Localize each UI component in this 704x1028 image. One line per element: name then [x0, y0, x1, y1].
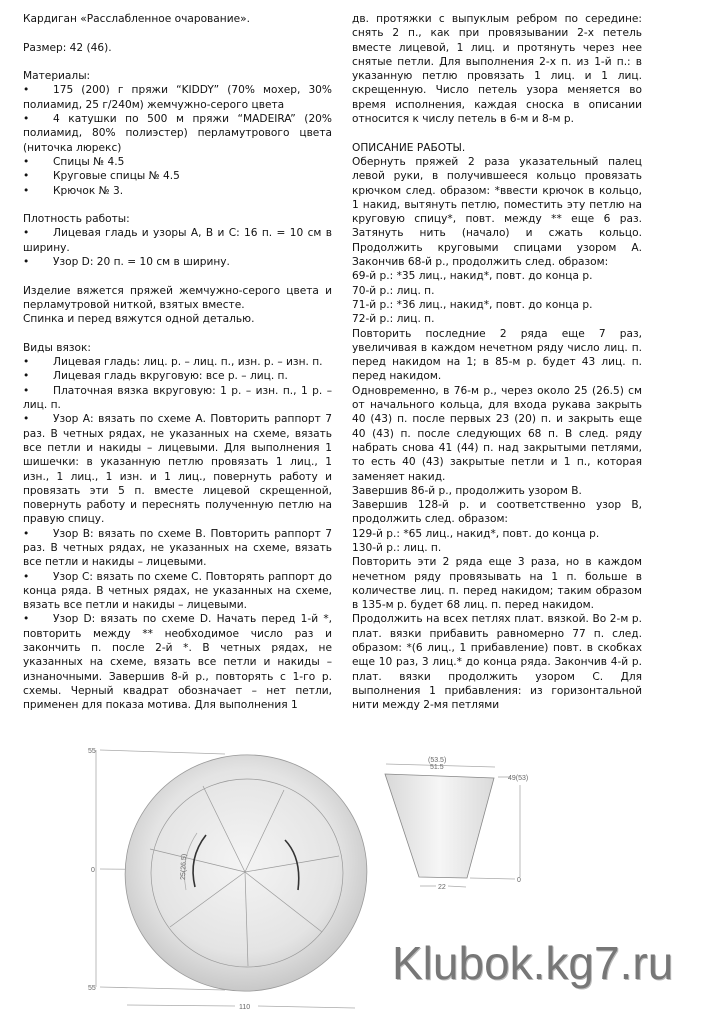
materials-item: • Спицы № 4.5 — [23, 155, 125, 168]
bullet-icon: • — [23, 170, 30, 183]
work-paragraph: Продолжить на всех петлях плат. вязкой. Во 2-м р. плат. вязки прибавить равномерно 77 п. след. образом: *(6 лиц., 1 прибавление) повт. в скобках еще 10 раз, 3 лиц.* до конца ряда. Закончив 4-й р. плат. вязки продолжить узором С. Для выполнения 1 прибавления: из горизонтальной нити между 2-мя петлями — [352, 613, 642, 712]
sleeve-bottom-width: 22 — [438, 884, 446, 891]
stitches-heading: Виды вязок: — [23, 341, 91, 354]
work-paragraph: Завершив 128-й р. и соответственно узор В, продолжить след. образом: — [352, 499, 642, 526]
right-column — [352, 12, 642, 713]
stitch-item: • Узор В: вязать по схеме В. Повторить раппорт 7 раз. В четных рядах, не указанных на схеме, вязать все петли и накиды – лицевыми. — [23, 527, 332, 569]
materials-item: • Крючок № 3. — [23, 184, 124, 197]
materials-item: • 4 катушки по 500 м пряжи “MADEIRA” (20% полиамид, 80% полиэстер) перламутрового цвета (ниточка люрекс) — [23, 113, 332, 154]
row-instruction: 69-й р.: *35 лиц., накид*, повт. до конца р. — [352, 270, 593, 283]
work-paragraph: Обернуть пряжей 2 раза указательный палец левой руки, в получившееся кольцо провязать крючком след. образом: *ввести крючок в кольцо, 1 накид, вытянуть петлю, поместить эту петлю на круговую спицу*, повт. между ** еще 6 раз. Затянуть нить (начало) и сжать кольцо. Продолжить круговыми спицами узором А. Закончив 68-й р., продолжить след. образом: — [352, 155, 642, 269]
circle-bottom-label: 55 — [88, 985, 96, 992]
bullet-icon: • — [23, 184, 30, 197]
size-line: Размер: 42 (46). — [23, 41, 112, 54]
sleeve-height-label: 49(53) — [508, 775, 529, 782]
circle-width-label: 110 — [239, 1004, 251, 1011]
sleeve-top-width: 51.5 — [430, 764, 444, 771]
stitch-item: • Лицевая гладь: лиц. р. – лиц. п., изн. р. – изн. п. — [23, 356, 323, 369]
gauge-heading: Плотность работы: — [23, 213, 130, 226]
bullet-icon: • — [23, 227, 30, 240]
work-paragraph: Повторить эти 2 ряда еще 3 раза, но в каждом нечетном ряду провязывать на 1 п. больше в количестве лиц. п. перед накидом; таким образом в 135-м р. будет 68 лиц. п. перед накидом. — [352, 556, 642, 612]
stitch-item: • Узор А: вязать по схеме А. Повторить раппорт 7 раз. В четных рядах, не указанных на схеме, вязать все петли и накиды – лицевыми. Для выполнения 1 шишечки: в указанную петлю провязать 1 лиц., 1 изн., 1 лиц., 1 изн. и 1 лиц., повернуть работу и провязать эти 5 п. вместе лицевой скрещенной, повернуть работу и переснять полученную петлю на правую спицу. — [23, 413, 332, 526]
stitch-item: • Лицевая гладь вкруговую: все р. – лиц. п. — [23, 370, 288, 383]
bullet-icon: • — [23, 570, 30, 583]
pattern-title: Кардиган «Расслабленное очарование». — [23, 13, 250, 25]
row-instruction: 71-й р.: *36 лиц., накид*, повт. до конца р. — [352, 298, 593, 311]
materials-item: • Круговые спицы № 4.5 — [23, 170, 180, 183]
sleeve-diagram — [385, 757, 528, 891]
site-watermark: Klubok.kg7.ru — [392, 937, 674, 989]
gauge-item: • Лицевая гладь и узоры А, В и С: 16 п. = 10 см в ширину. — [23, 227, 332, 254]
note-paragraph: Спинка и перед вяжутся одной деталью. — [23, 313, 255, 326]
sleeve-top-width-alt: (53.5) — [428, 757, 447, 764]
body-circle-diagram — [88, 740, 389, 1014]
row-instruction: 70-й р.: лиц. п. — [352, 284, 435, 297]
bullet-icon: • — [23, 413, 30, 426]
bullet-icon: • — [23, 384, 30, 397]
note-paragraph: Изделие вяжется пряжей жемчужно-серого цвета и перламутровой ниткой, взятых вместе. — [23, 284, 332, 311]
bullet-icon: • — [23, 84, 30, 97]
bullet-icon: • — [23, 256, 30, 269]
materials-heading: Материалы: — [23, 70, 91, 83]
circle-center-label: 0 — [91, 867, 95, 874]
row-instruction: 130-й р.: лиц. п. — [352, 541, 442, 554]
gauge-item: • Узор D: 20 п. = 10 см в ширину. — [23, 256, 230, 269]
row-instruction: 72-й р.: лиц. п. — [352, 313, 435, 326]
work-paragraph: Завершив 86-й р., продолжить узором В. — [352, 484, 582, 497]
circle-top-label: 55 — [88, 748, 96, 755]
bullet-icon: • — [23, 113, 30, 126]
stitch-item: • Узор D: вязать по схеме D. Начать перед 1-й *, повторить между ** необходимое число раз и закончить п. после 2-й *. В четных рядах, не указанных на схеме, вязать все петли и накиды – изнаночными. Завершив 8-й р., повторять с 1-го р. схемы. Черный квадрат обозначает – нет петли, применен для показа мотива. Для выполнения 1 — [23, 613, 332, 712]
bullet-icon: • — [23, 527, 30, 540]
left-column — [23, 12, 332, 713]
bullet-icon: • — [23, 155, 30, 168]
bullet-icon: • — [23, 370, 30, 383]
work-heading: ОПИСАНИЕ РАБОТЫ. — [352, 141, 466, 154]
sleeve-bottom-zero: 0 — [517, 877, 521, 884]
work-paragraph: Повторить последние 2 ряда еще 7 раз, увеличивая в каждом нечетном ряду число лиц. п. перед накидом на 1; в 85-м р. будет 43 лиц. п. перед накидом. — [352, 327, 642, 383]
work-paragraph: Одновременно, в 76-м р., через около 25 (26.5) см от начального кольца, для входа рукава закрыть 40 (43) п. после первых 23 (20) п. и закрыть еще 40 (43) п. после следующих 68 п. В след. ряду набрать снова 41 (44) п. над закрытыми петлями, то есть 40 (43) закрытые петли и 1 п., которая заменяет накид. — [352, 384, 642, 483]
stitch-item: • Узор С: вязать по схеме С. Повторять раппорт до конца ряда. В четных рядах, не указанных на схеме, вязать все петли и накиды – лицевыми. — [23, 570, 332, 612]
materials-item: • 175 (200) г пряжи “KIDDY” (70% мохер, 30% полиамид, 25 г/240м) жемчужно-серого цвета — [23, 84, 332, 111]
armhole-label: 25(26.5) — [180, 853, 188, 881]
continuation-paragraph: дв. протяжки с выпуклым ребром по середине: снять 2 п., как при провязывании 2-х петель вместе лицевой, 1 лиц. и протянуть через нее снятые петли. Для выполнения 2-х п. из 1-й п.: в указанную петлю провязать 1 лиц. и 1 лиц. скрещенную. Число петель узора меняется во время исполнения, каждая сноска в описании относится к числу петель в 6-м и 8-м р. — [352, 13, 642, 126]
stitch-item: • Платочная вязка вкруговую: 1 р. – изн. п., 1 р. – лиц. п. — [23, 384, 332, 412]
bullet-icon: • — [23, 613, 30, 626]
bullet-icon: • — [23, 356, 30, 369]
row-instruction: 129-й р.: *65 лиц., накид*, повт. до конца р. — [352, 527, 600, 540]
